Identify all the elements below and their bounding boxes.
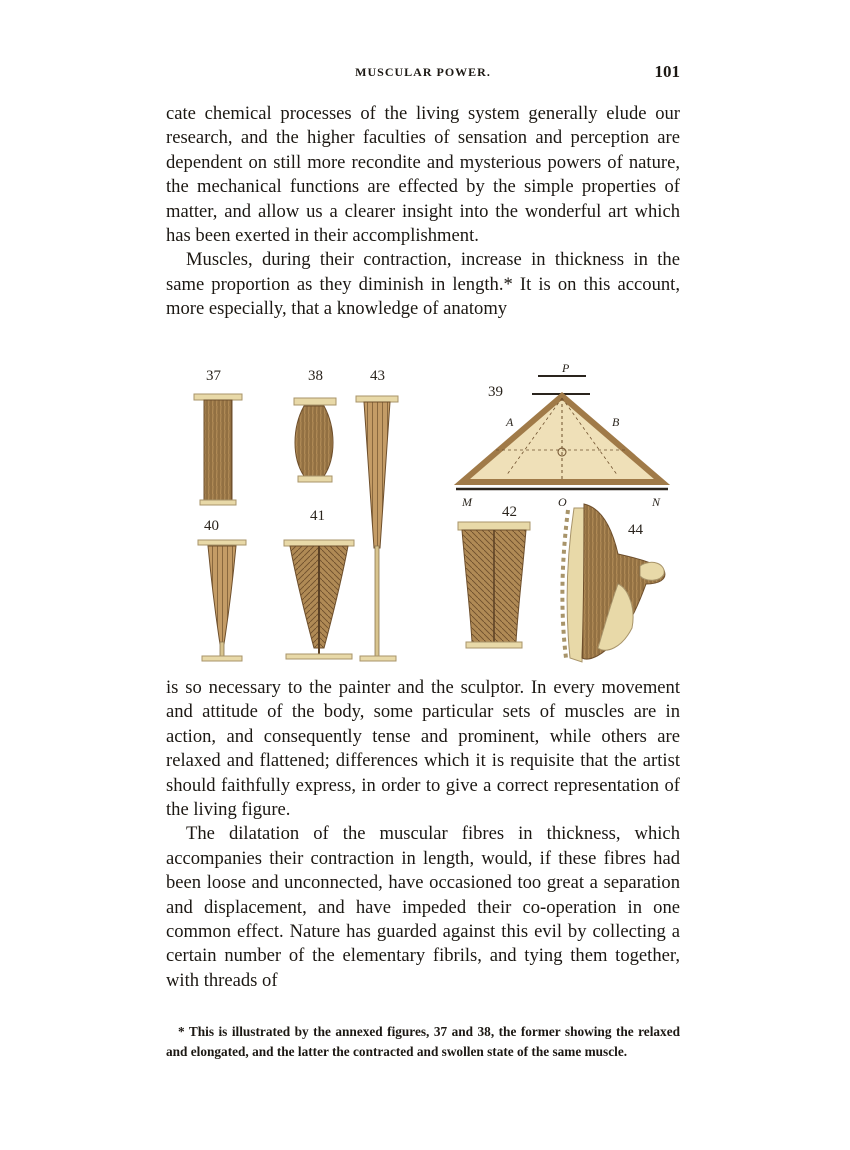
muscle-figures-illustration: [166, 358, 680, 672]
figure-37: [194, 368, 242, 505]
figure-41-label: 41: [310, 508, 325, 524]
diagram-letter-p: P: [562, 361, 570, 375]
paragraph: is so necessary to the painter and the sculptor. In every movement and attitude of the body, some particular sets of muscles are in action, and consequently tense and prominent, while others are relaxed and flattened; differences which it is requisite that the artist should faithfully express, in order to give a correct representation of the living figure.: [166, 677, 680, 821]
figure-plate: [166, 358, 680, 672]
body-text-bottom: [166, 676, 680, 993]
diagram-letter-o: O: [558, 495, 567, 509]
paragraph: Muscles, during their contraction, increase in thickness in the same proportion as they diminish in length.* It is on this account, more especially, that a knowledge of anatomy: [166, 249, 680, 320]
running-head-title: MUSCULAR POWER.: [355, 65, 491, 79]
figure-44: [562, 504, 665, 662]
figure-42: [458, 504, 530, 648]
figure-44-label: 44: [628, 522, 643, 538]
footnote: [166, 1022, 680, 1062]
figure-41: [284, 508, 354, 659]
diagram-letter-n: N: [652, 495, 661, 509]
figure-38: [294, 368, 336, 482]
diagram-letter-b: B: [612, 415, 620, 429]
figure-37-label: 37: [206, 368, 221, 384]
paragraph: cate chemical processes of the living system generally elude our research, and the higher faculties of sensation and perception are dependent on still more recondite and mysterious powers of nature, the mechanical functions are effected by the simple properties of matter, and allow us a clearer insight into the wonderful art which has been exerted in their accomplishment.: [166, 103, 680, 247]
figure-40: [198, 518, 246, 661]
running-head: [166, 62, 680, 84]
body-text-top: [166, 102, 680, 322]
figure-42-label: 42: [502, 504, 517, 520]
figure-39: [456, 361, 668, 509]
page-number: 101: [654, 62, 680, 81]
diagram-letter-a: A: [506, 415, 514, 429]
diagram-letter-m: M: [462, 495, 472, 509]
figure-43: [356, 368, 398, 661]
figure-39-label: 39: [488, 384, 503, 400]
figure-43-label: 43: [370, 368, 385, 384]
paragraph: The dilatation of the muscular fibres in thickness, which accompanies their contraction in length, would, if these fibres had been loose and unconnected, have occasioned too great a separation and displacement, and have impeded their co-operation in one common effect. Nature has guarded against this evil by collecting a certain number of the elementary fibrils, and tying them together, with threads of: [166, 823, 680, 991]
footnote-text: * This is illustrated by the annexed figures, 37 and 38, the former showing the relaxed and elongated, and the latter the contracted and swollen state of the same muscle.: [166, 1024, 680, 1059]
figure-40-label: 40: [204, 518, 219, 534]
figure-38-label: 38: [308, 368, 323, 384]
